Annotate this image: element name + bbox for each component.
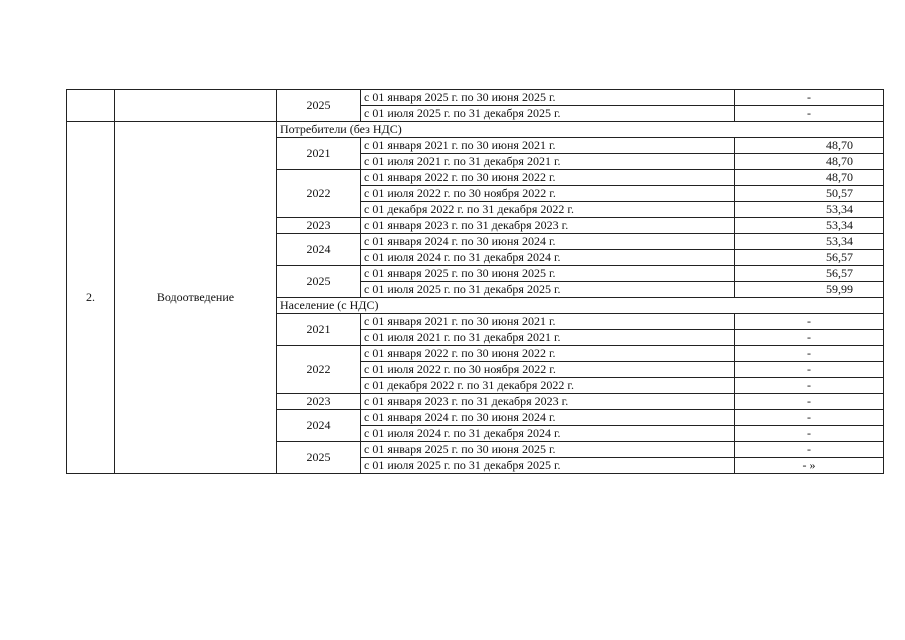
period-cell: с 01 июля 2021 г. по 31 декабря 2021 г. [361,154,735,170]
year-cell: 2021 [277,138,361,170]
period-cell: с 01 января 2025 г. по 30 июня 2025 г. [361,266,735,282]
period-cell: с 01 января 2021 г. по 30 июня 2021 г. [361,314,735,330]
value-cell: 56,57 [735,250,884,266]
value-cell: 53,34 [735,234,884,250]
group-title-row [67,122,884,138]
tariff-table-body [67,90,884,474]
value-cell: 48,70 [735,138,884,154]
group-title: Население (с НДС) [277,298,884,314]
group-title: Потребители (без НДС) [277,122,884,138]
period-cell: с 01 июля 2022 г. по 30 ноября 2022 г. [361,186,735,202]
period-cell: с 01 июля 2025 г. по 31 декабря 2025 г. [361,458,735,474]
value-cell: 48,70 [735,170,884,186]
year-cell: 2025 [277,442,361,474]
period-cell: с 01 января 2023 г. по 31 декабря 2023 г. [361,218,735,234]
value-cell: 53,34 [735,218,884,234]
period-cell: с 01 июля 2025 г. по 31 декабря 2025 г. [361,282,735,298]
period-cell: с 01 июля 2022 г. по 30 ноября 2022 г. [361,362,735,378]
value-cell: - » [735,458,884,474]
value-cell: - [735,106,884,122]
service-name: Водоотведение [115,122,277,474]
empty-number-cell [67,90,115,122]
value-cell: - [735,362,884,378]
period-cell: с 01 июля 2025 г. по 31 декабря 2025 г. [361,106,735,122]
period-cell: с 01 июля 2024 г. по 31 декабря 2024 г. [361,250,735,266]
value-cell: - [735,346,884,362]
value-cell: 56,57 [735,266,884,282]
table-row [67,90,884,106]
period-cell: с 01 января 2021 г. по 30 июня 2021 г. [361,138,735,154]
value-cell: - [735,394,884,410]
year-cell: 2024 [277,410,361,442]
period-cell: с 01 января 2024 г. по 30 июня 2024 г. [361,234,735,250]
period-cell: с 01 января 2023 г. по 31 декабря 2023 г. [361,394,735,410]
year-cell: 2023 [277,394,361,410]
value-cell: - [735,410,884,426]
year-cell: 2021 [277,314,361,346]
empty-service-cell [115,90,277,122]
period-cell: с 01 января 2025 г. по 30 июня 2025 г. [361,442,735,458]
period-cell: с 01 января 2024 г. по 30 июня 2024 г. [361,410,735,426]
value-cell: - [735,90,884,106]
period-cell: с 01 июля 2021 г. по 31 декабря 2021 г. [361,330,735,346]
value-cell: 48,70 [735,154,884,170]
section-number: 2. [67,122,115,474]
period-cell: с 01 декабря 2022 г. по 31 декабря 2022 г. [361,378,735,394]
period-cell: с 01 января 2022 г. по 30 июня 2022 г. [361,346,735,362]
year-cell: 2025 [277,90,361,122]
value-cell: 50,57 [735,186,884,202]
value-cell: - [735,314,884,330]
period-cell: с 01 января 2025 г. по 30 июня 2025 г. [361,90,735,106]
value-cell: - [735,378,884,394]
tariff-table [66,89,884,474]
value-cell: - [735,426,884,442]
value-cell: - [735,442,884,458]
year-cell: 2025 [277,266,361,298]
value-cell: 59,99 [735,282,884,298]
value-cell: 53,34 [735,202,884,218]
value-cell: - [735,330,884,346]
period-cell: с 01 января 2022 г. по 30 июня 2022 г. [361,170,735,186]
period-cell: с 01 декабря 2022 г. по 31 декабря 2022 г. [361,202,735,218]
year-cell: 2023 [277,218,361,234]
year-cell: 2022 [277,346,361,394]
year-cell: 2024 [277,234,361,266]
period-cell: с 01 июля 2024 г. по 31 декабря 2024 г. [361,426,735,442]
year-cell: 2022 [277,170,361,218]
